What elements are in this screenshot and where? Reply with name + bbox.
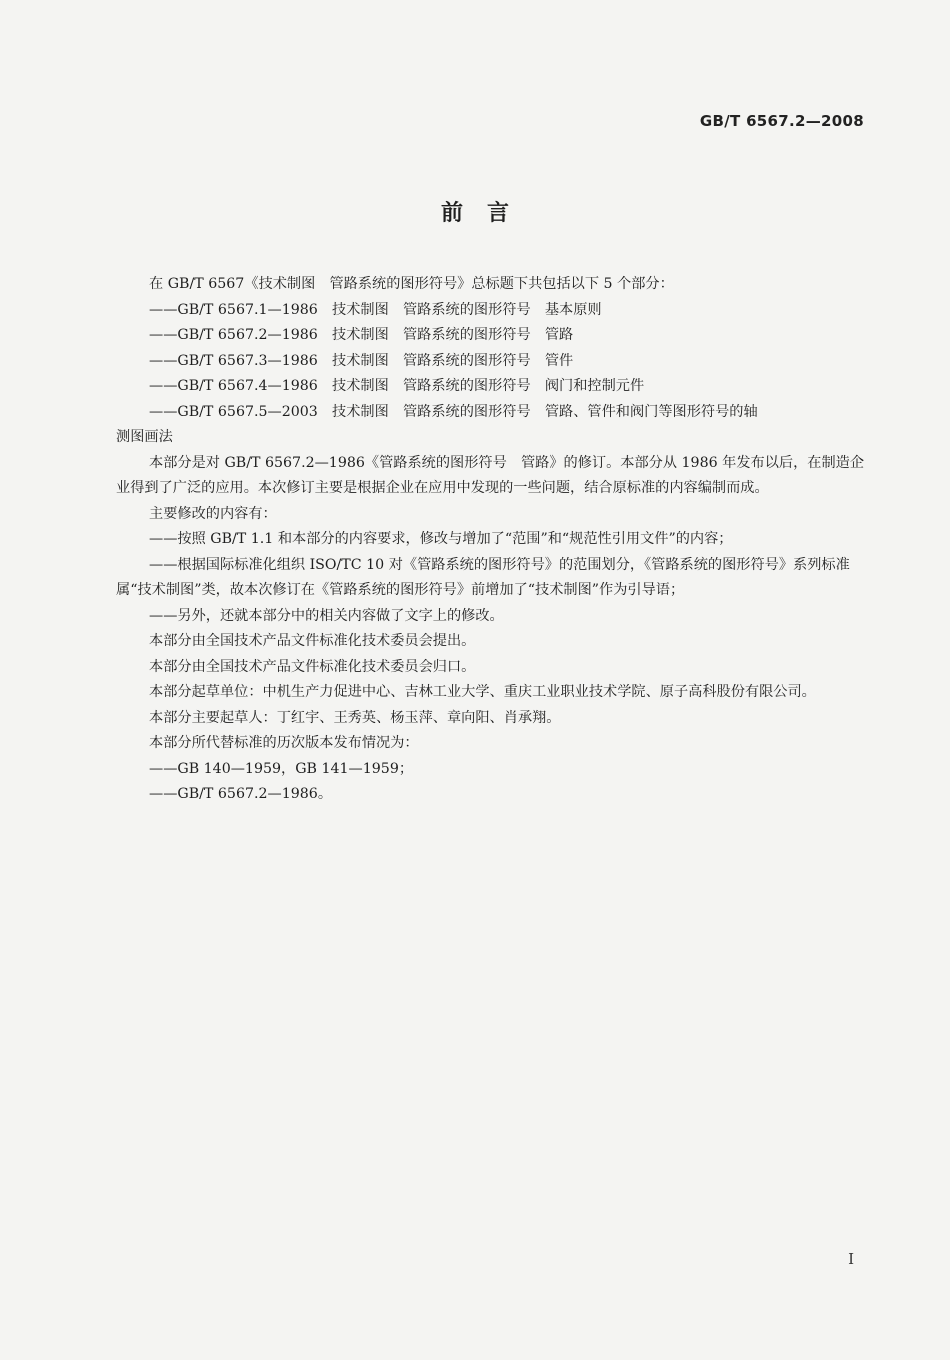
change-item-1: ——按照 GB/T 1.1 和本部分的内容要求，修改与增加了“范围”和“规范性引用文件”的内容； — [149, 531, 733, 547]
change-item-3: ——另外，还就本部分中的相关内容做了文字上的修改。 — [149, 607, 504, 624]
history-item-2: ——GB/T 6567.2—1986。 — [149, 786, 333, 802]
history-item-1: ——GB 140—1959，GB 141—1959； — [149, 760, 414, 777]
page-number: I — [848, 1250, 854, 1268]
page-title: 前言 — [440, 201, 533, 226]
paragraph-drafters: 本部分主要起草人：丁红宇、王秀英、杨玉萍、章向阳、肖承翔。 — [149, 709, 561, 726]
list-item-part5-continued: 测图画法 — [116, 429, 173, 445]
paragraph-intro: 在 GB/T 6567《技术制图 管路系统的图形符号》总标题下共包括以下 5 个部分： — [149, 276, 674, 292]
foreword-body — [116, 272, 866, 808]
list-item-part3: ——GB/T 6567.3—1986 技术制图 管路系统的图形符号 管件 — [149, 352, 574, 369]
list-item-part4: ——GB/T 6567.4—1986 技术制图 管路系统的图形符号 阀门和控制元件 — [149, 378, 645, 394]
paragraph-centralized-by: 本部分由全国技术产品文件标准化技术委员会归口。 — [149, 658, 476, 675]
paragraph-history-heading: 本部分所代替标准的历次版本发布情况为： — [149, 735, 419, 751]
list-item-part2: ——GB/T 6567.2—1986 技术制图 管路系统的图形符号 管路 — [149, 327, 574, 343]
paragraph-drafting-units: 本部分起草单位：中机生产力促进中心、吉林工业大学、重庆工业职业技术学院、原子高科股份有限公司。 — [149, 684, 816, 700]
list-item-part1: ——GB/T 6567.1—1986 技术制图 管路系统的图形符号 基本原则 — [149, 301, 602, 318]
list-item-part5: ——GB/T 6567.5—2003 技术制图 管路系统的图形符号 管路、管件和阀门等图形符号的轴 — [149, 403, 758, 420]
paragraph-proposed-by: 本部分由全国技术产品文件标准化技术委员会提出。 — [149, 633, 476, 649]
paragraph-changes-heading: 主要修改的内容有： — [149, 505, 277, 522]
standard-code: GB/T 6567.2—2008 — [699, 112, 864, 130]
change-item-2: ——根据国际标准化组织 ISO/TC 10 对《管路系统的图形符号》的范围划分，《管路系统的图形符号》系列标准属“技术制图”类，故本次修订在《管路系统的图形符号》前增加了“技术制图”作为引导语； — [116, 556, 850, 598]
paragraph-revision: 本部分是对 GB/T 6567.2—1986《管路系统的图形符号 管路》的修订。本部分从 1986 年发布以后，在制造企业得到了广泛的应用。本次修订主要是根据企业在应用中发现的一些问题，结合原标准的内容编制而成。 — [116, 454, 865, 496]
